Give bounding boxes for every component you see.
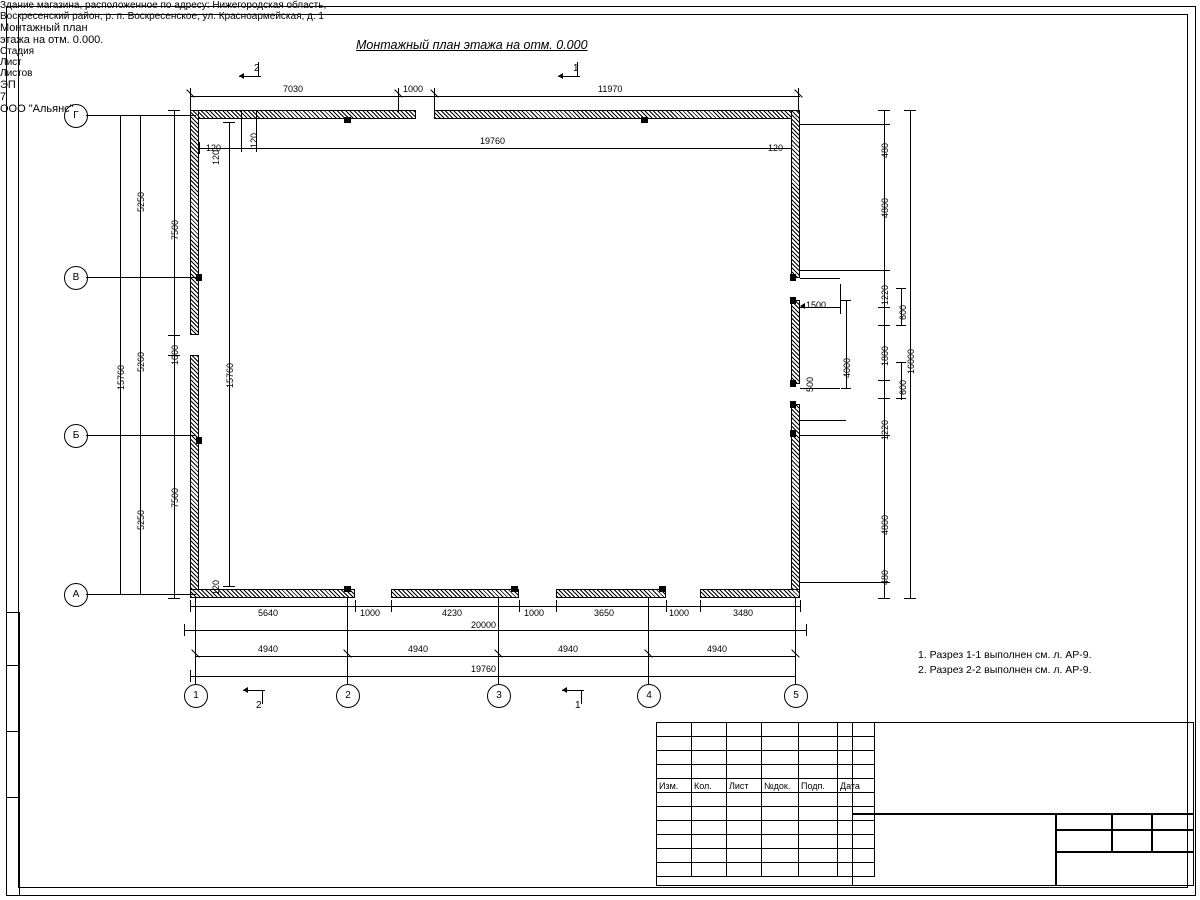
dim-inner-left-15760: 15760 bbox=[225, 362, 235, 388]
wall-right-upper bbox=[791, 110, 800, 278]
dim-right-1220-bottom: 1220 bbox=[880, 419, 890, 440]
axis-label-3: 3 bbox=[487, 684, 511, 708]
company-cell bbox=[1056, 852, 1194, 886]
opening-marker bbox=[790, 380, 796, 387]
company-name: ООО "Альянс" bbox=[0, 103, 74, 115]
sheet-title-line-1: Монтажный план bbox=[0, 22, 88, 34]
dim-left-5250-a: 5250 bbox=[136, 191, 146, 212]
opening-marker bbox=[344, 117, 351, 123]
dim-bottom-20000: 20000 bbox=[471, 620, 497, 630]
dim-right-600-top: 600 bbox=[898, 304, 908, 320]
wall-bottom-seg-2 bbox=[391, 589, 519, 598]
sheets-header-label: Листов bbox=[0, 68, 33, 79]
dim-left-5260: 5260 bbox=[136, 351, 146, 372]
opening-marker bbox=[511, 586, 518, 592]
dim-grid-4940-1: 4940 bbox=[258, 644, 279, 654]
axis-label-5: 5 bbox=[784, 684, 808, 708]
sheet-header-cell bbox=[1112, 814, 1152, 830]
dim-right-16000: 16000 bbox=[906, 348, 916, 374]
stage-header-label: Стадия bbox=[0, 46, 35, 57]
axis-label-2: 2 bbox=[336, 684, 360, 708]
opening-marker bbox=[790, 274, 796, 281]
dim-bottom-4230: 4230 bbox=[442, 608, 463, 618]
object-name-cell bbox=[852, 722, 1194, 814]
dim-wall-120-left-top: 120 bbox=[211, 149, 221, 165]
revision-table bbox=[656, 722, 875, 877]
opening-marker bbox=[659, 586, 666, 592]
rev-header-data: Дата bbox=[838, 779, 875, 793]
left-margin-table bbox=[6, 612, 20, 896]
dim-left-7500-b: 7500 bbox=[170, 487, 180, 508]
dim-bottom-1000-a: 1000 bbox=[360, 608, 381, 618]
dim-bottom-1000-c: 1000 bbox=[669, 608, 690, 618]
opening-marker bbox=[196, 274, 202, 281]
dim-right-4800-bottom: 4800 bbox=[880, 514, 890, 535]
sheet-title-cell bbox=[852, 814, 1056, 886]
dim-right-1220-top: 1220 bbox=[880, 284, 890, 305]
rev-header-ndok: №док. bbox=[762, 779, 799, 793]
dim-right-600-bottom: 600 bbox=[898, 379, 908, 395]
notes-block bbox=[918, 648, 1092, 678]
opening-marker bbox=[196, 437, 202, 444]
object-line-2: Воскресенский район, р. п. Воскресенское, ул. Красноармейская, д. 1 bbox=[0, 11, 324, 22]
dim-bottom-19760: 19760 bbox=[471, 664, 497, 674]
dim-wall-120-top-vert: 120 bbox=[249, 132, 259, 148]
dim-right-4800-top: 4800 bbox=[880, 197, 890, 218]
dim-right-480-bottom: 480 bbox=[880, 569, 890, 585]
sheet-header-label: Лист bbox=[0, 57, 22, 68]
dim-grid-4940-2: 4940 bbox=[408, 644, 429, 654]
dim-left-1000: 1000 bbox=[170, 344, 180, 365]
dim-wall-120-left-bottom: 120 bbox=[211, 579, 221, 595]
opening-marker bbox=[790, 430, 796, 437]
wall-right-middle bbox=[791, 300, 800, 384]
dim-inner-19760: 19760 bbox=[480, 136, 506, 146]
dim-bottom-5640: 5640 bbox=[258, 608, 279, 618]
dim-bottom-3480: 3480 bbox=[733, 608, 754, 618]
wall-bottom-seg-3 bbox=[556, 589, 666, 598]
rev-header-kol: Кол. bbox=[692, 779, 727, 793]
dim-bottom-1000-b: 1000 bbox=[524, 608, 545, 618]
rev-header-list: Лист bbox=[727, 779, 762, 793]
dim-wall-120-tl: 120 bbox=[206, 143, 222, 153]
axis-label-4: 4 bbox=[637, 684, 661, 708]
dim-top-11970: 11970 bbox=[598, 84, 623, 94]
dim-left-5250-b: 5250 bbox=[136, 509, 146, 530]
dim-right-1800: 1800 bbox=[880, 345, 890, 366]
axis-label-G: Г bbox=[64, 104, 88, 128]
dim-top-7030: 7030 bbox=[283, 84, 304, 94]
opening-marker bbox=[344, 586, 351, 592]
dim-top-1000: 1000 bbox=[403, 84, 424, 94]
sheets-value-cell bbox=[1152, 830, 1194, 852]
wall-left-upper bbox=[190, 110, 199, 335]
rev-header-podp: Подп. bbox=[799, 779, 838, 793]
sheet-title-line-2: этажа на отм. 0.000. bbox=[0, 34, 104, 46]
dim-left-7500-a: 7500 bbox=[170, 219, 180, 240]
dim-inner-1500: 1500 bbox=[806, 300, 827, 310]
stage-header-cell bbox=[1056, 814, 1112, 830]
axis-label-B: Б bbox=[64, 424, 88, 448]
page-title: Монтажный план этажа на отм. 0.000 bbox=[356, 38, 588, 52]
opening-marker bbox=[790, 401, 796, 408]
stage-value: ЭП bbox=[0, 79, 16, 91]
axis-label-A: А bbox=[64, 583, 88, 607]
opening-marker bbox=[641, 117, 648, 123]
axis-label-1: 1 bbox=[184, 684, 208, 708]
dim-right-480-top: 480 bbox=[880, 142, 890, 158]
section-mark-2-bottom: 2 bbox=[256, 700, 262, 711]
dim-inner-4000: 4000 bbox=[842, 357, 852, 378]
section-mark-1-top: 1 bbox=[573, 63, 579, 74]
dim-wall-120-tr: 120 bbox=[768, 143, 784, 153]
stage-value-cell bbox=[1056, 830, 1112, 852]
dim-bottom-3650: 3650 bbox=[594, 608, 615, 618]
note-2: 2. Разрез 2-2 выполнен см. л. АР-9. bbox=[918, 664, 1092, 677]
object-line-1: Здание магазина, расположенное по адресу: Нижегородская область, bbox=[0, 0, 327, 11]
note-1: 1. Разрез 1-1 выполнен см. л. АР-9. bbox=[918, 649, 1092, 661]
dim-grid-4940-3: 4940 bbox=[558, 644, 579, 654]
dim-left-15760: 15760 bbox=[116, 364, 126, 390]
dim-grid-4940-4: 4940 bbox=[707, 644, 728, 654]
dim-inner-500: 500 bbox=[805, 376, 815, 392]
wall-bottom-seg-4 bbox=[700, 589, 800, 598]
wall-top-right bbox=[434, 110, 800, 119]
wall-top-left bbox=[190, 110, 416, 119]
opening-marker bbox=[790, 297, 796, 304]
wall-left-lower bbox=[190, 355, 199, 598]
sheets-header-cell bbox=[1152, 814, 1194, 830]
axis-label-V: В bbox=[64, 266, 88, 290]
section-mark-2-top: 2 bbox=[254, 63, 260, 74]
rev-header-izm: Изм. bbox=[657, 779, 692, 793]
sheet-value: 7 bbox=[0, 91, 7, 103]
section-mark-1-bottom: 1 bbox=[575, 700, 581, 711]
sheet-value-cell bbox=[1112, 830, 1152, 852]
